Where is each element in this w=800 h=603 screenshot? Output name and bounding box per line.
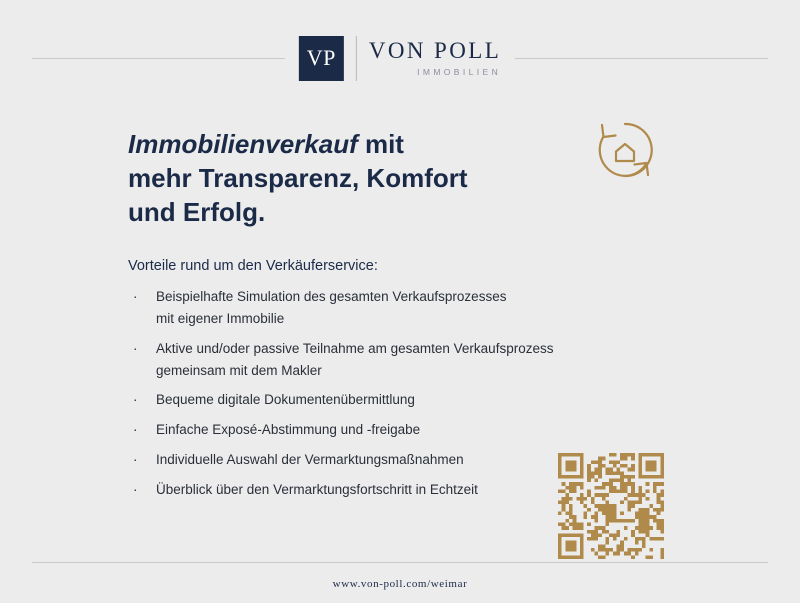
list-item-text-cont: mit eigener Immobilie — [156, 310, 285, 326]
page-header — [0, 0, 800, 112]
list-item — [128, 286, 648, 330]
bullet-icon: · — [133, 340, 138, 356]
list-item-text: Aktive und/oder passive Teilnahme am gesamten Verkaufsprozess — [156, 340, 554, 356]
bullet-icon: · — [133, 482, 138, 498]
list-item — [128, 419, 648, 441]
bullet-icon: · — [133, 392, 138, 408]
headline-emphasis: Immobilienverkauf — [128, 129, 358, 159]
list-item-text: Beispielhafte Simulation des gesamten Verkaufsprozesses — [156, 289, 507, 304]
headline-line2: mehr Transparenz, Komfort — [128, 162, 468, 193]
bullet-icon: · — [133, 422, 138, 438]
benefits-title: Vorteile rund um den Verkäuferservice: — [128, 258, 378, 274]
qr-code-icon[interactable] — [558, 453, 664, 559]
list-item — [128, 389, 648, 411]
logo-divider — [356, 36, 357, 81]
list-item-text: Einfache Exposé-Abstimmung und -freigabe — [156, 422, 421, 438]
footer-url[interactable]: www.von-poll.com/weimar — [332, 578, 468, 590]
bullet-icon: · — [133, 289, 138, 304]
page-headline — [128, 128, 558, 229]
list-item-text: Bequeme digitale Dokumentenübermittlung — [156, 392, 415, 408]
list-item — [128, 338, 648, 382]
logo-monogram: VP — [299, 36, 344, 81]
bullet-icon: · — [133, 452, 138, 468]
list-item-text: Individuelle Auswahl der Vermarktungsmaßnahmen — [156, 452, 464, 468]
headline-line3: und Erfolg. — [128, 196, 266, 227]
brand-logo — [285, 30, 515, 86]
refresh-home-icon — [595, 120, 655, 180]
logo-brand-name: VON POLL — [368, 38, 502, 64]
logo-wordmark — [369, 39, 501, 76]
logo-brand-tagline: IMMOBILIEN — [417, 66, 502, 77]
headline-line1-rest: mit — [357, 129, 404, 159]
footer-divider — [32, 562, 768, 563]
list-item-text: Überblick über den Vermarktungsfortschritt in Echtzeit — [156, 482, 478, 498]
list-item-text-cont: gemeinsam mit dem Makler — [156, 362, 322, 378]
